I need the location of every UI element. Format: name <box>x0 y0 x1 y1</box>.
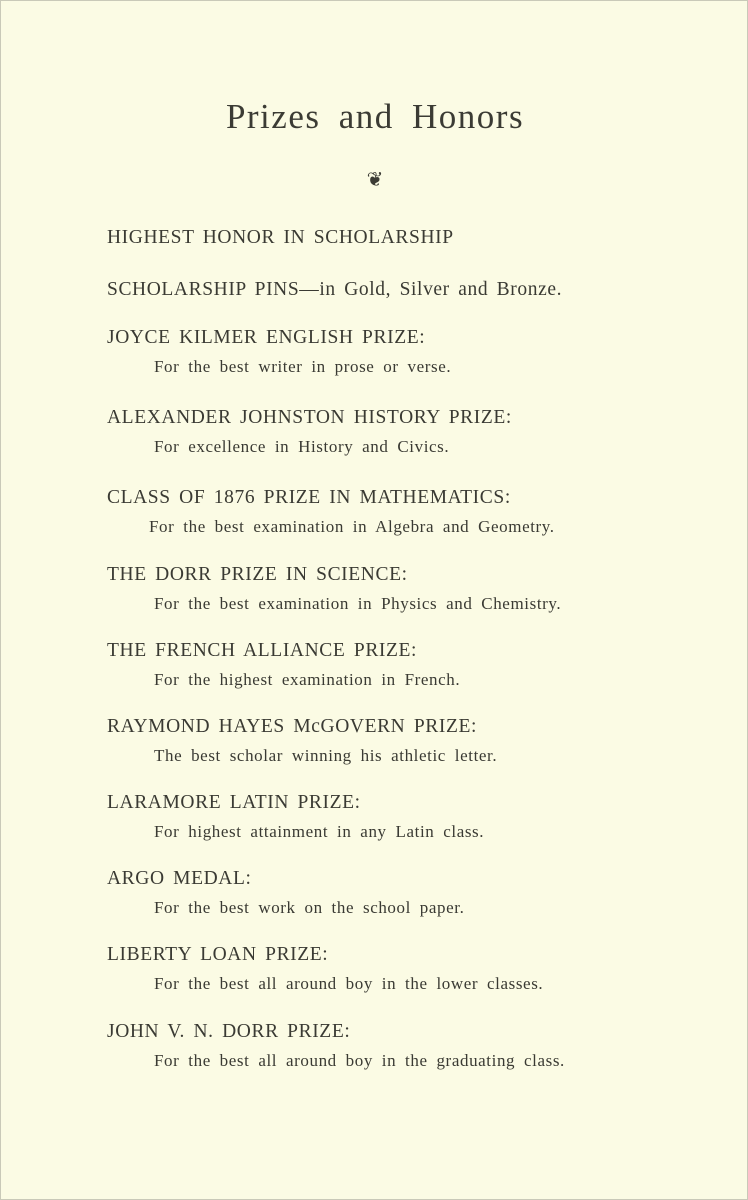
entry-heading: LARAMORE LATIN PRIZE: <box>107 792 361 813</box>
entry-heading: ALEXANDER JOHNSTON HISTORY PRIZE: <box>107 407 512 428</box>
honor-entry <box>107 279 727 301</box>
entry-description: For highest attainment in any Latin class. <box>154 822 485 841</box>
prize-entry <box>107 868 727 918</box>
entry-description: The best scholar winning his athletic letter. <box>154 746 498 765</box>
prize-entry <box>107 792 727 842</box>
entry-description: For the best examination in Physics and Chemistry. <box>154 594 562 613</box>
prize-entry <box>107 640 727 690</box>
honor-entry <box>107 227 727 249</box>
entry-heading: LIBERTY LOAN PRIZE: <box>107 944 329 965</box>
entry-description: For the best examination in Algebra and Geometry. <box>149 517 555 536</box>
entry-heading: SCHOLARSHIP PINS—in Gold, Silver and Bronze. <box>107 279 563 300</box>
prize-entry <box>107 1021 727 1071</box>
entry-heading: ARGO MEDAL: <box>107 868 252 889</box>
entry-heading: RAYMOND HAYES McGOVERN PRIZE: <box>107 716 478 737</box>
entry-heading: THE FRENCH ALLIANCE PRIZE: <box>107 640 418 661</box>
prize-entry <box>107 564 727 614</box>
entry-heading: THE DORR PRIZE IN SCIENCE: <box>107 564 408 585</box>
prize-entry <box>107 407 727 457</box>
entry-heading: HIGHEST HONOR IN SCHOLARSHIP <box>107 227 454 248</box>
page-title: Prizes and Honors <box>225 97 525 136</box>
prize-entry <box>107 716 727 766</box>
entry-description: For the best writer in prose or verse. <box>154 357 452 376</box>
entry-heading: JOYCE KILMER ENGLISH PRIZE: <box>107 327 426 348</box>
prize-entry <box>107 327 727 377</box>
prize-entry <box>107 944 727 994</box>
entry-description: For the best all around boy in the graduating class. <box>154 1051 565 1070</box>
entry-heading: JOHN V. N. DORR PRIZE: <box>107 1021 351 1042</box>
entry-description: For excellence in History and Civics. <box>154 437 450 456</box>
ornament-icon: ❦ <box>366 169 384 191</box>
entry-heading: CLASS OF 1876 PRIZE IN MATHEMATICS: <box>107 487 511 508</box>
entry-description: For the highest examination in French. <box>154 670 461 689</box>
entry-description: For the best work on the school paper. <box>154 898 465 917</box>
prize-entry <box>107 487 727 537</box>
entry-description: For the best all around boy in the lower classes. <box>154 974 544 993</box>
